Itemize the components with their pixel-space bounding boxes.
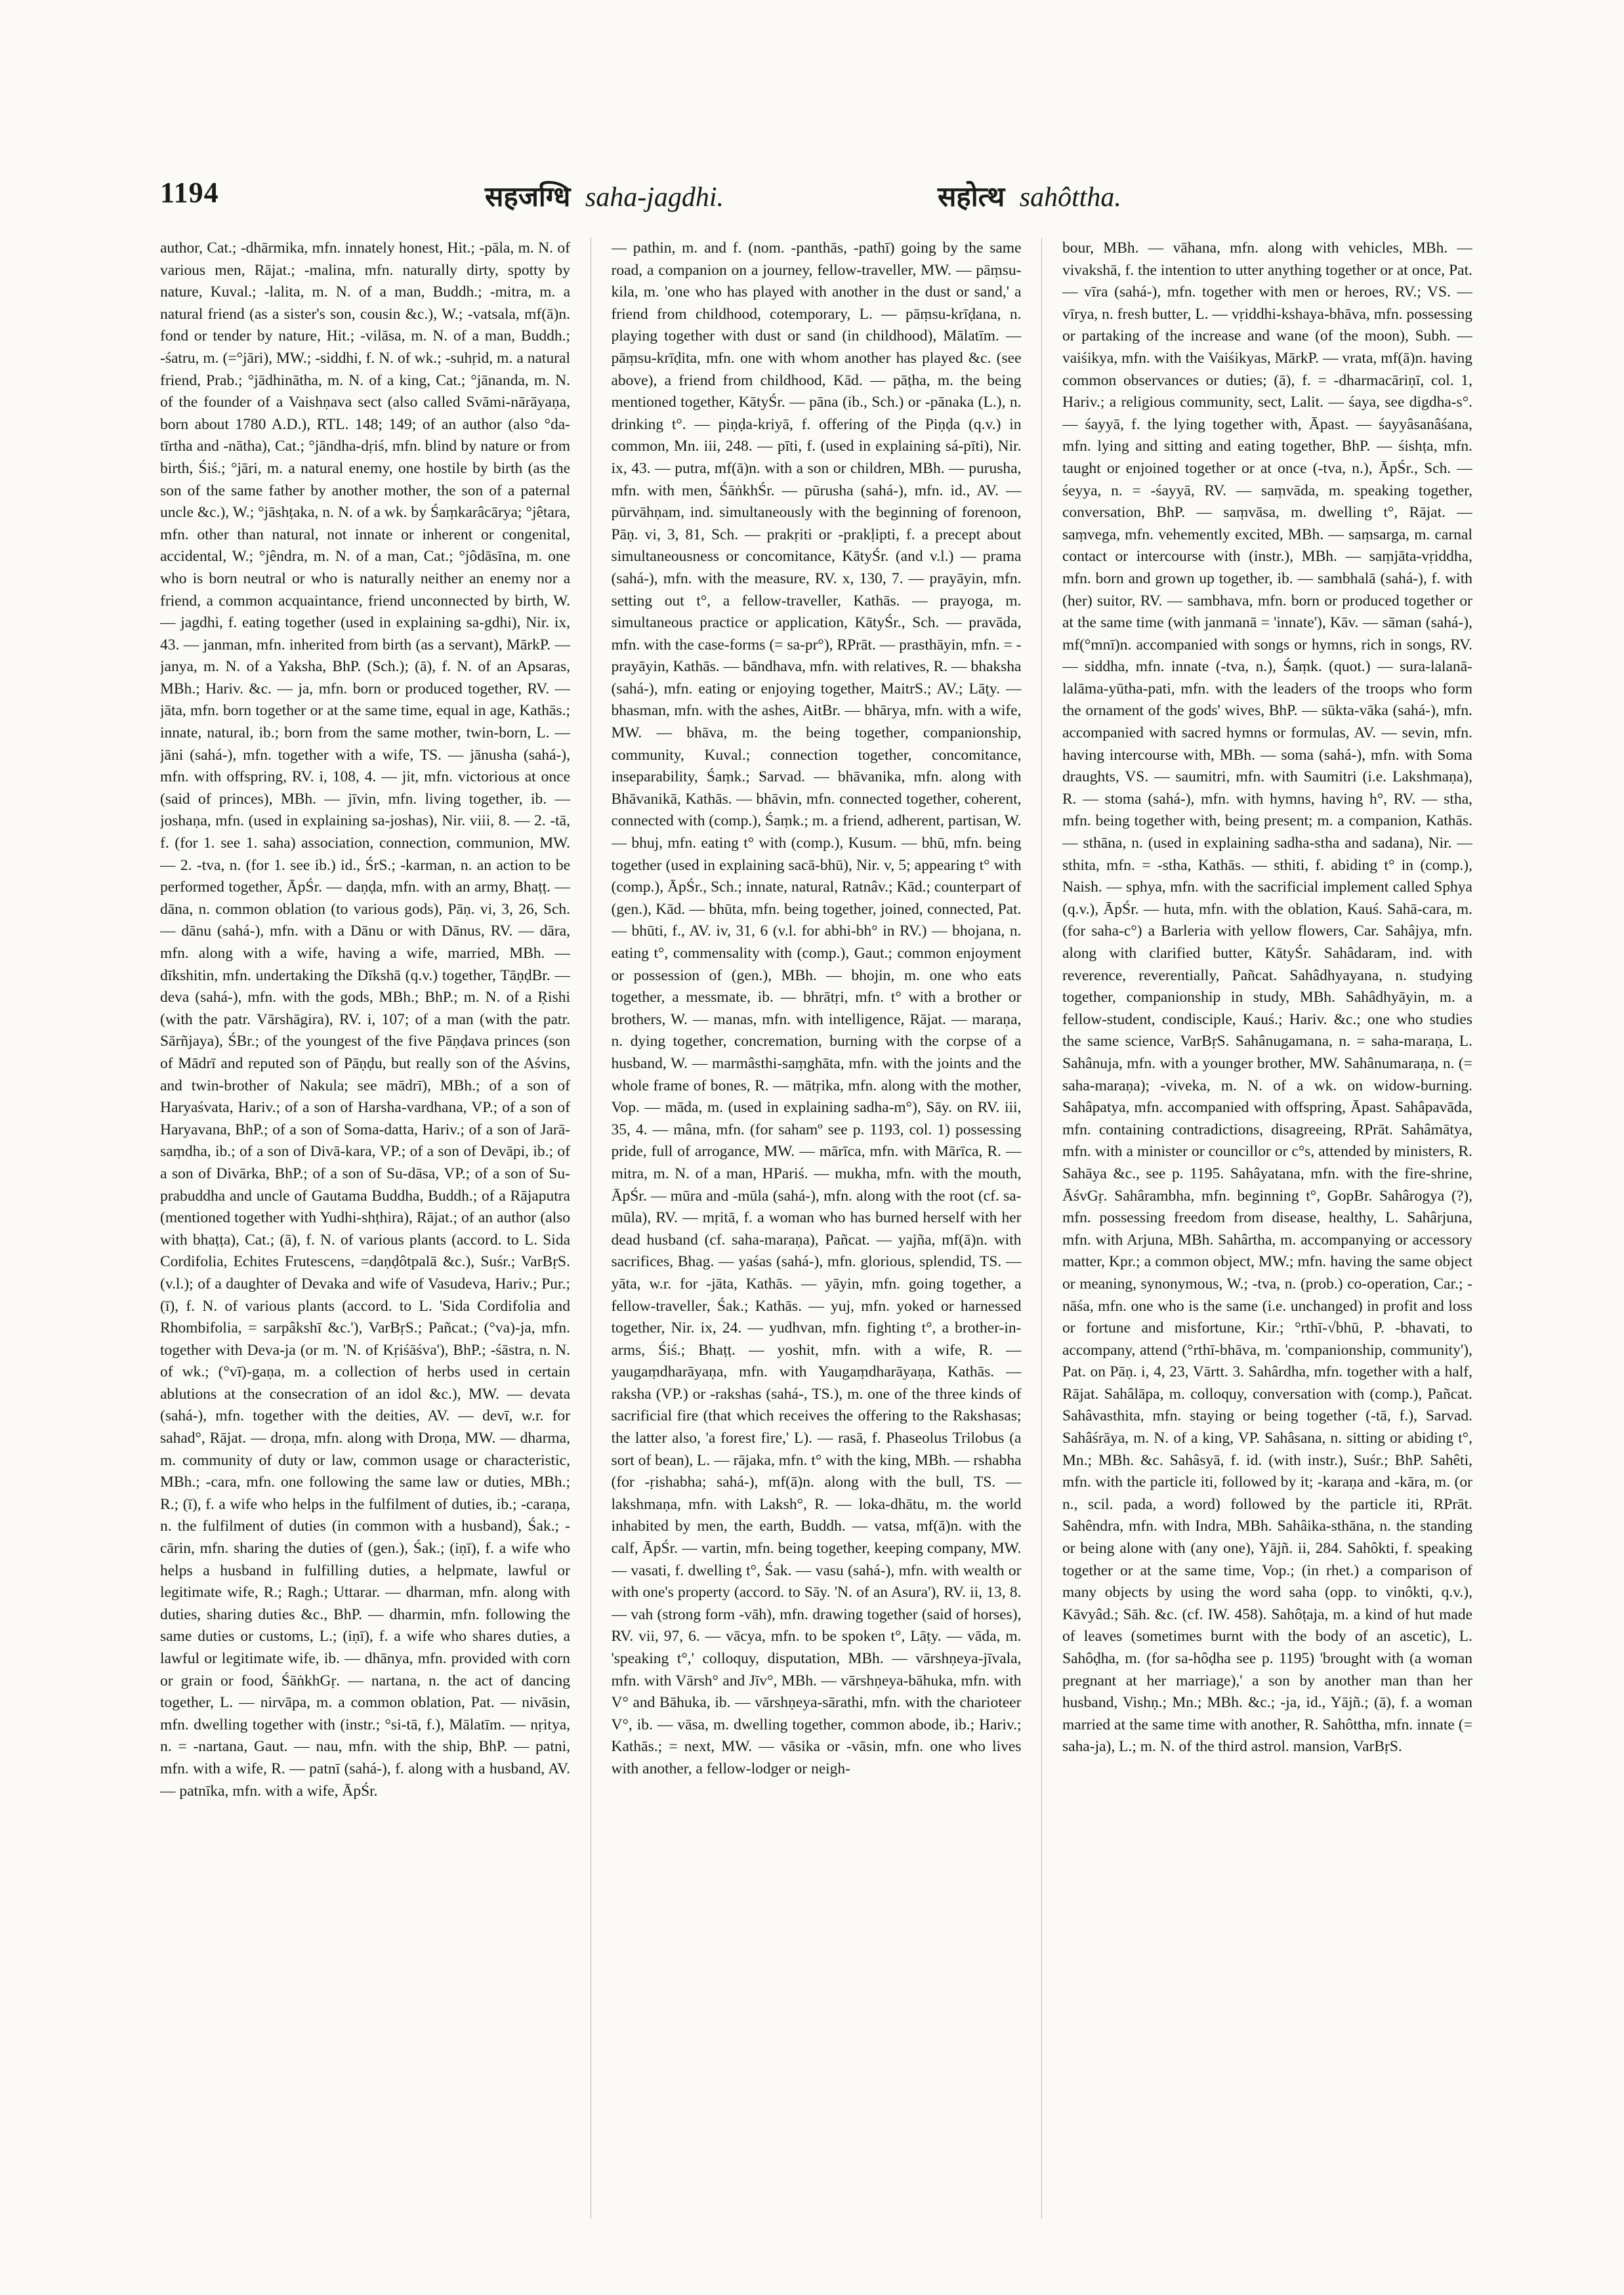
column-3 (1062, 238, 1472, 2219)
column-divider (1041, 238, 1042, 2219)
right-headword-roman: sahôttha. (1019, 182, 1121, 213)
right-headword-devanagari: सहोत्थ (938, 180, 1005, 213)
page-header (160, 176, 1472, 215)
left-headword-devanagari: सहजग्धि (485, 180, 571, 213)
column-1 (160, 238, 570, 2219)
column-1-text: author, Cat.; -dhārmika, mfn. innately honest, Hit.; -pāla, m. N. of various men, Rājat.; -malina, mfn. naturally dirty, spotty by nature, Kuval.; -lalita, m. N. of a man, Buddh.; -mitra, m. a natural friend (as a sister's son, cousin &c.), W.; -vatsala, mf(ā)n. fond or tender by nature, Hit.; -vilāsa, m. N. of a man, Buddh.; -śatru, m. (=°jāri), MW.; -siddhi, f. N. of wk.; -suhṛid, m. a natural friend, Prab.; °jādhinātha, m. N. of a king, Cat.; °jānanda, m. N. of the founder of a Vaishṇava sect (also called Svāmi-nārāyaṇa, born about 1780 A.D.), RTL. 148; 149; of an author (also °da-tīrtha and -nātha), Cat.; °jāndha-dṛiś, mfn. blind by nature or from birth, Śiś.; °jāri, m. a natural enemy, one hostile by birth (as the son of the same father by another mother, the son of a paternal uncle &c.), W.; °jāshṭaka, n. N. of a wk. by Śaṃkarâcārya; °jêtara, mfn. other than natural, not innate or inherent or congenital, accidental, W.; °jêndra, m. N. of a man, Cat.; °jôdāsīna, m. one who is born neutral or who is naturally neither an enemy nor a friend, a common acquaintance, friend unconnected by birth, W. — jagdhi, f. eating together (used in explaining sa-gdhi), Nir. ix, 43. — janman, mfn. inherited from birth (as a servant), MārkP. — janya, m. N. of a Yaksha, BhP. (Sch.); (ā), f. N. of an Apsaras, MBh.; Hariv. &c. — ja, mfn. born or produced together, RV. — jāta, mfn. born together or at the same time, equal in age, Kathās.; innate, natural, ib.; born from the same mother, twin-born, L. — jāni (sahá-), mfn. together with a wife, TS. — jānusha (sahá-), mfn. with offspring, RV. i, 108, 4. — jit, mfn. victorious at once (said of princes), MBh. — jīvin, mfn. living together, ib. — joshaṇa, mfn. (used in explaining sa-joshas), Nir. viii, 8. — 2. -tā, f. (for 1. see 1. saha) association, connection, communion, MW. — 2. -tva, n. (for 1. see ib.) id., ŚrS.; -karman, n. an action to be performed together, ĀpŚr. — daṇḍa, mfn. with an army, Bhaṭṭ. — dāna, n. common oblation (to various gods), Pāṇ. vi, 3, 26, Sch. — dānu (sahá-), mfn. with a Dānu or with Dānus, RV. — dāra, mfn. along with a wife, having a wife, married, MBh. — dīkshitin, mfn. undertaking the Dīkshā (q.v.) together, TāṇḍBr. — deva (sahá-), mfn. with the gods, MBh.; BhP.; m. N. of a Ṛishi (with the patr. Vārshāgira), RV. i, 107; of a man (with the patr. Sārñjaya), ŚBr.; of the youngest of the five Pāṇḍava princes (son of Mādrī and reputed son of Pāṇḍu, but really son of the Aśvins, and twin-brother of Nakula; see mādrī), MBh.; of a son of Haryaśvata, Hariv.; of a son of Harsha-vardhana, VP.; of a son of Haryavana, BhP.; of a son of Soma-datta, Hariv.; of a son of Jarā-saṃdha, ib.; of a son of Divā-kara, VP.; of a son of Devāpi, ib.; of a son of Divārka, BhP.; of a son of Su-dāsa, VP.; of a son of Su-prabuddha and uncle of Gautama Buddha, Buddh.; of a Rājaputra (mentioned together with Yudhi-shṭhira), Rājat.; of an author (also with bhaṭṭa), Cat.; (ā), f. N. of various plants (accord. to L. Sida Cordifolia, Echites Frutescens, =daṇḍôtpalā &c.), Suśr.; VarBṛS. (v.l.); of a daughter of Devaka and wife of Vasudeva, Hariv.; Pur.; (ī), f. N. of various plants (accord. to L. 'Sida Cordifolia and Rhombifolia, = sarpâkshī &c.'), VarBṛS.; Pañcat.; (°va)-ja, mfn. together with Deva-ja (or m. 'N. of Kṛiśāśva'), BhP.; -śāstra, n. N. of wk.; (°vī)-gaṇa, m. a collection of herbs used in certain ablutions at the consecration of an idol &c.), MW. — devata (sahá-), mfn. together with the deities, AV. — devī, w.r. for sahad°, Rājat. — droṇa, mfn. along with Droṇa, MW. — dharma, m. community of duty or law, common usage or characteristic, MBh.; -cara, mfn. one following the same law or duties, MBh.; R.; (ī), f. a wife who helps in the fulfilment of duties, ib.; -caraṇa, n. the fulfilment of duties (in common with a husband), Śak.; -cārin, mfn. sharing the duties of (gen.), Śak.; (iṇī), f. a wife who helps a husband in fulfilling duties, a helpmate, lawful or legitimate wife, R.; Ragh.; Uttarar. — dharman, mfn. along with duties, sharing duties &c., BhP. — dharmin, mfn. following the same duties or customs, L.; (iṇī), f. a wife who shares duties, a lawful or legitimate wife, ib. — dhānya, mfn. provided with corn or grain or food, ŚāṅkhGṛ. — nartana, n. the act of dancing together, L. — nirvāpa, m. a common oblation, Pat. — nivāsin, mfn. dwelling together with (instr.; °si-tā, f.), Mālatīm. — nṛitya, n. = -nartana, Gaut. — nau, mfn. with the ship, BhP. — patni, mfn. with a wife, R. — patnī (sahá-), f. along with a husband, AV. — patnīka, mfn. with a wife, ĀpŚr. (160, 239, 570, 1800)
column-2 (612, 238, 1022, 2219)
column-3-text: bour, MBh. — vāhana, mfn. along with vehicles, MBh. — vivakshā, f. the intention to utter anything together or at once, Pat. — vīra (sahá-), mfn. together with men or heroes, RV.; VS. — vīrya, n. fresh butter, L. — vṛiddhi-kshaya-bhāva, mfn. possessing or partaking of the increase and wane (of the moon), Subh. — vaiśikya, mfn. with the Vaiśikyas, MārkP. — vrata, mf(ā)n. having common observances or duties; (ā), f. = -dharmacāriṇī, col. 1, Hariv.; a religious community, sect, Lalit. — śaya, see digdha-s°. — śayyā, f. the lying together with, Āpast. — śayyâsanâśana, mfn. lying and sitting and eating together, BhP. — śishṭa, mfn. taught or enjoined together or at once (-tva, n.), ĀpŚr., Sch. — śeyya, n. = -śayyā, RV. — saṃvāda, m. speaking together, conversation, BhP. — saṃvāsa, m. dwelling t°, Rājat. — saṃvega, mfn. vehemently excited, MBh. — saṃsarga, m. carnal contact or intercourse with (instr.), MBh. — saṃjāta-vṛiddha, mfn. born and grown up together, ib. — sambhalā (sahá-), f. with (her) suitor, RV. — sambhava, mfn. born or produced together or at the same time (with janmanā = 'innate'), Kāv. — sāman (sahá-), mf(°mnī)n. accompanied with songs or hymns, rich in songs, RV. — siddha, mfn. innate (-tva, n.), Śaṃk. (quot.) — sura-lalanā-lalāma-yūtha-pati, mfn. with the leaders of the troops who form the ornament of the gods' wives, BhP. — sūkta-vāka (sahá-), mfn. accompanied with sacred hymns or formulas, AV. — sevin, mfn. having intercourse with, MBh. — soma (sahá-), mfn. with Soma draughts, VS. — saumitri, mfn. with Saumitri (i.e. Lakshmaṇa), R. — stoma (sahá-), mfn. with hymns, having h°, RV. — stha, mfn. being together with, being present; m. a companion, Kathās. — sthāna, n. (used in explaining sadha-stha and sadana), Nir. — sthita, mfn. = -stha, Kathās. — sthiti, f. abiding t° in (comp.), Naish. — sphya, mfn. with the sacrificial implement called Sphya (q.v.), ĀpŚr. — huta, mfn. with the oblation, Kauś. Sahā-cara, m. (for saha-c°) a Barleria with yellow flowers, Car. Sahâjya, mfn. along with clarified butter, KātyŚr. Sahâdaram, ind. with reverence, reverentially, Pañcat. Sahâdhyayana, n. studying together, companionship in study, MBh. Sahâdhyāyin, m. a fellow-student, condisciple, Kauś.; Hariv. &c.; one who studies the same science, VarBṛS. Sahânugamana, n. = saha-maraṇa, L. Sahânuja, mfn. with a younger brother, MW. Sahânumaraṇa, n. (= saha-maraṇa); -viveka, m. N. of a wk. on widow-burning. Sahâpatya, mfn. accompanied with offspring, Āpast. Sahâpavāda, mfn. containing contradictions, disagreeing, RPrāt. Sahâmātya, mfn. with a minister or councillor or c°s, attended by ministers, R. Sahāya &c., see p. 1195. Sahâyatana, mfn. with the fire-shrine, ĀśvGṛ. Sahârambha, mfn. beginning t°, GopBr. Sahârogya (?), mfn. possessing freedom from disease, healthy, L. Sahârjuna, mfn. with Arjuna, MBh. Sahârtha, m. accompanying or accessory matter, Kpr.; a common object, MW.; mfn. having the same object or meaning, synonymous, W.; -tva, n. (prob.) co-operation, Car.; -nāśa, mfn. one who is the same (i.e. unchanged) in profit and loss or fortune and misfortune, Kir.; °rthī-√bhū, P. -bhavati, to accompany, attend (°rthī-bhāva, m. 'companionship, community'), Pat. on Pāṇ. i, 4, 23, Vārtt. 3. Sahârdha, mfn. together with a half, Rājat. Sahâlāpa, m. colloquy, conversation with (comp.), Pañcat. Sahâvasthita, mfn. staying or being together (-tā, f.), Sarvad. Sahâśrāya, m. N. of a king, VP. Sahâsana, n. sitting or abiding t°, Mn.; MBh. &c. Sahâsyā, f. id. (with instr.), Suśr.; BhP. Sahêti, mfn. with the particle iti, followed by it; -karaṇa and -kāra, m. (or n., scil. pada, a word) followed by the particle iti, RPrāt. Sahêndra, mfn. with Indra, MBh. Sahâika-sthāna, n. the standing or being alone with (any one), Yājñ. ii, 284. Sahôkti, f. speaking together or at the same time, Vop.; (in rhet.) a comparison of many objects by using the word saha (opp. to vinôkti, q.v.), Kāvyâd.; Sāh. &c. (cf. IW. 458). Sahôṭaja, m. a kind of hut made of leaves (sometimes burnt with the body of an ascetic), L. Sahôḍha, m. (for sa-hôḍha see p. 1195) 'brought with (a woman pregnant at her marriage),' a son by another man than her husband, Vishṇ.; Mn.; MBh. &c.; -ja, id., Yājñ.; (ā), f. a woman married at the same time with another, R. Sahôttha, mfn. innate (= saha-ja), L.; m. N. of the third astrol. mansion, VarBṛS. (1062, 239, 1472, 1756)
left-running-head (485, 177, 724, 215)
left-headword-roman: saha-jagdhi. (585, 182, 724, 213)
column-2-text: — pathin, m. and f. (nom. -panthās, -pathī) going by the same road, a companion on a journey, fellow-traveller, MW. — pāṃsu-kila, m. 'one who has played with another in the dust or sand,' a friend from childhood, cotemporary, L. — pāṃsu-krīḍana, n. playing together with dust or sand (in childhood), Mālatīm. — pāṃsu-krīḍita, mfn. one with whom another has played &c. (see above), a friend from childhood, Kād. — pāṭha, m. the being mentioned together, KātyŚr. — pāna (ib., Sch.) or -pānaka (L.), n. drinking t°. — piṇḍa-kriyā, f. offering of the Piṇḍa (q.v.) in common, Mn. iii, 248. — pīti, f. (used in explaining sá-pīti), Nir. ix, 43. — putra, mf(ā)n. with a son or children, MBh. — purusha, mfn. with men, ŚāṅkhŚr. — pūrusha (sahá-), mfn. id., AV. — pūrvāhṇam, ind. simultaneously with the beginning of forenoon, Pāṇ. vi, 3, 81, Sch. — prakṛiti or -prakḷipti, f. a precept about simultaneousness or concomitance, KātyŚr. (and v.l.) — prama (sahá-), mfn. with the measure, RV. x, 130, 7. — prayāyin, mfn. setting out t°, a fellow-traveller, Kathās. — prayoga, m. simultaneous practice or application, KātyŚr., Sch. — pravāda, mfn. with the case-forms (= sa-pr°), RPrāt. — prasthāyin, mfn. = -prayāyin, Kathās. — bāndhava, mfn. with relatives, R. — bhaksha (sahá-), mfn. eating or enjoying together, MaitrS.; AV.; Lāṭy. — bhasman, mfn. with the ashes, AitBr. — bhārya, mfn. with a wife, MW. — bhāva, m. the being together, companionship, community, Kuval.; connection together, concomitance, inseparability, Śaṃk.; Sarvad. — bhāvanika, mfn. along with Bhāvanikā, Kathās. — bhāvin, mfn. connected together, coherent, connected with (comp.), Śaṃk.; m. a friend, adherent, partisan, W. — bhuj, mfn. eating t° with (comp.), Kusum. — bhū, mfn. being together (used in explaining sacā-bhū), Nir. v, 5; appearing t° with (comp.), ĀpŚr., Sch.; innate, natural, Ratnâv.; Kād.; counterpart of (gen.), Kād. — bhūta, mfn. being together, joined, connected, Pat. — bhūti, f., AV. iv, 31, 6 (v.l. for abhi-bh° in RV.) — bhojana, n. eating t°, commensality with (comp.), Gaut.; common enjoyment or possession of (gen.), MBh. — bhojin, m. one who eats together, a messmate, ib. — bhrātṛi, mfn. t° with a brother or brothers, W. — manas, mfn. with intelligence, Rājat. — maraṇa, n. dying together, concremation, burning with the corpse of a husband, W. — marmâsthi-saṃghāta, mfn. with the joints and the whole frame of bones, R. — mātṛika, mfn. along with the mother, Vop. — māda, m. (used in explaining sadha-m°), Sāy. on RV. iii, 35, 4. — mâna, mfn. (for sahamº see p. 1193, col. 1) possessing pride, full of arrogance, MW. — mārīca, mfn. with Mārīca, R. — mitra, m. N. of a man, HPariś. — mukha, mfn. with the mouth, ĀpŚr. — mūra and -mūla (sahá-), mfn. along with the root (cf. sa-mūla), RV. — mṛitā, f. a woman who has burned herself with her dead husband (cf. saha-maraṇa), Pañcat. — yajña, mf(ā)n. with sacrifices, Bhag. — yaśas (sahá-), mfn. glorious, splendid, TS. — yāta, w.r. for -jāta, Kathās. — yāyin, mfn. going together, a fellow-traveller, Śak.; Kathās. — yuj, mfn. yoked or harnessed together, Nir. ix, 24. — yudhvan, mfn. fighting t°, a brother-in-arms, Śiś.; Bhaṭṭ. — yoshit, mfn. with a wife, R. — yaugaṃdharāyaṇa, mfn. with Yaugaṃdharāyaṇa, Kathās. — raksha (VP.) or -rakshas (sahá-, TS.), m. one of the three kinds of sacrificial fire (that which receives the offering to the Rakshasas; the latter also, 'a forest fire,' L). — rasā, f. Phaseolus Trilobus (a sort of bean), L. — rājaka, mfn. t° with the king, MBh. — rshabha (for -ṛishabha; sahá-), mf(ā)n. along with the bull, TS. — lakshmaṇa, mfn. with Laksh°, R. — loka-dhātu, m. the world inhabited by men, the earth, Buddh. — vatsa, mf(ā)n. with the calf, ĀpŚr. — vartin, mfn. being together, keeping company, MW. — vasati, f. dwelling t°, Śak. — vasu (sahá-), mfn. with wealth or with one's property (accord. to Sāy. 'N. of an Asura'), RV. ii, 13, 8. — vah (strong form -vāh), mfn. drawing together (said of horses), RV. vii, 97, 6. — vācya, mfn. to be spoken t°, Lāṭy. — vāda, m. 'speaking t°,' colloquy, disputation, MBh. — vārshṇeya-jīvala, mfn. with Vārsh° and Jīv°, MBh. — vārshṇeya-bāhuka, mfn. with V° and Bāhuka, ib. — vārshṇeya-sārathi, mfn. with the charioteer V°, ib. — vāsa, m. dwelling together, common abode, ib.; Hariv.; Kathās.; = next, MW. — vāsika or -vāsin, mfn. one who lives with another, a fellow-lodger or neigh- (611, 239, 1022, 1777)
text-columns (160, 238, 1472, 2219)
right-running-head (938, 177, 1121, 215)
page-number: 1194 (160, 176, 219, 209)
